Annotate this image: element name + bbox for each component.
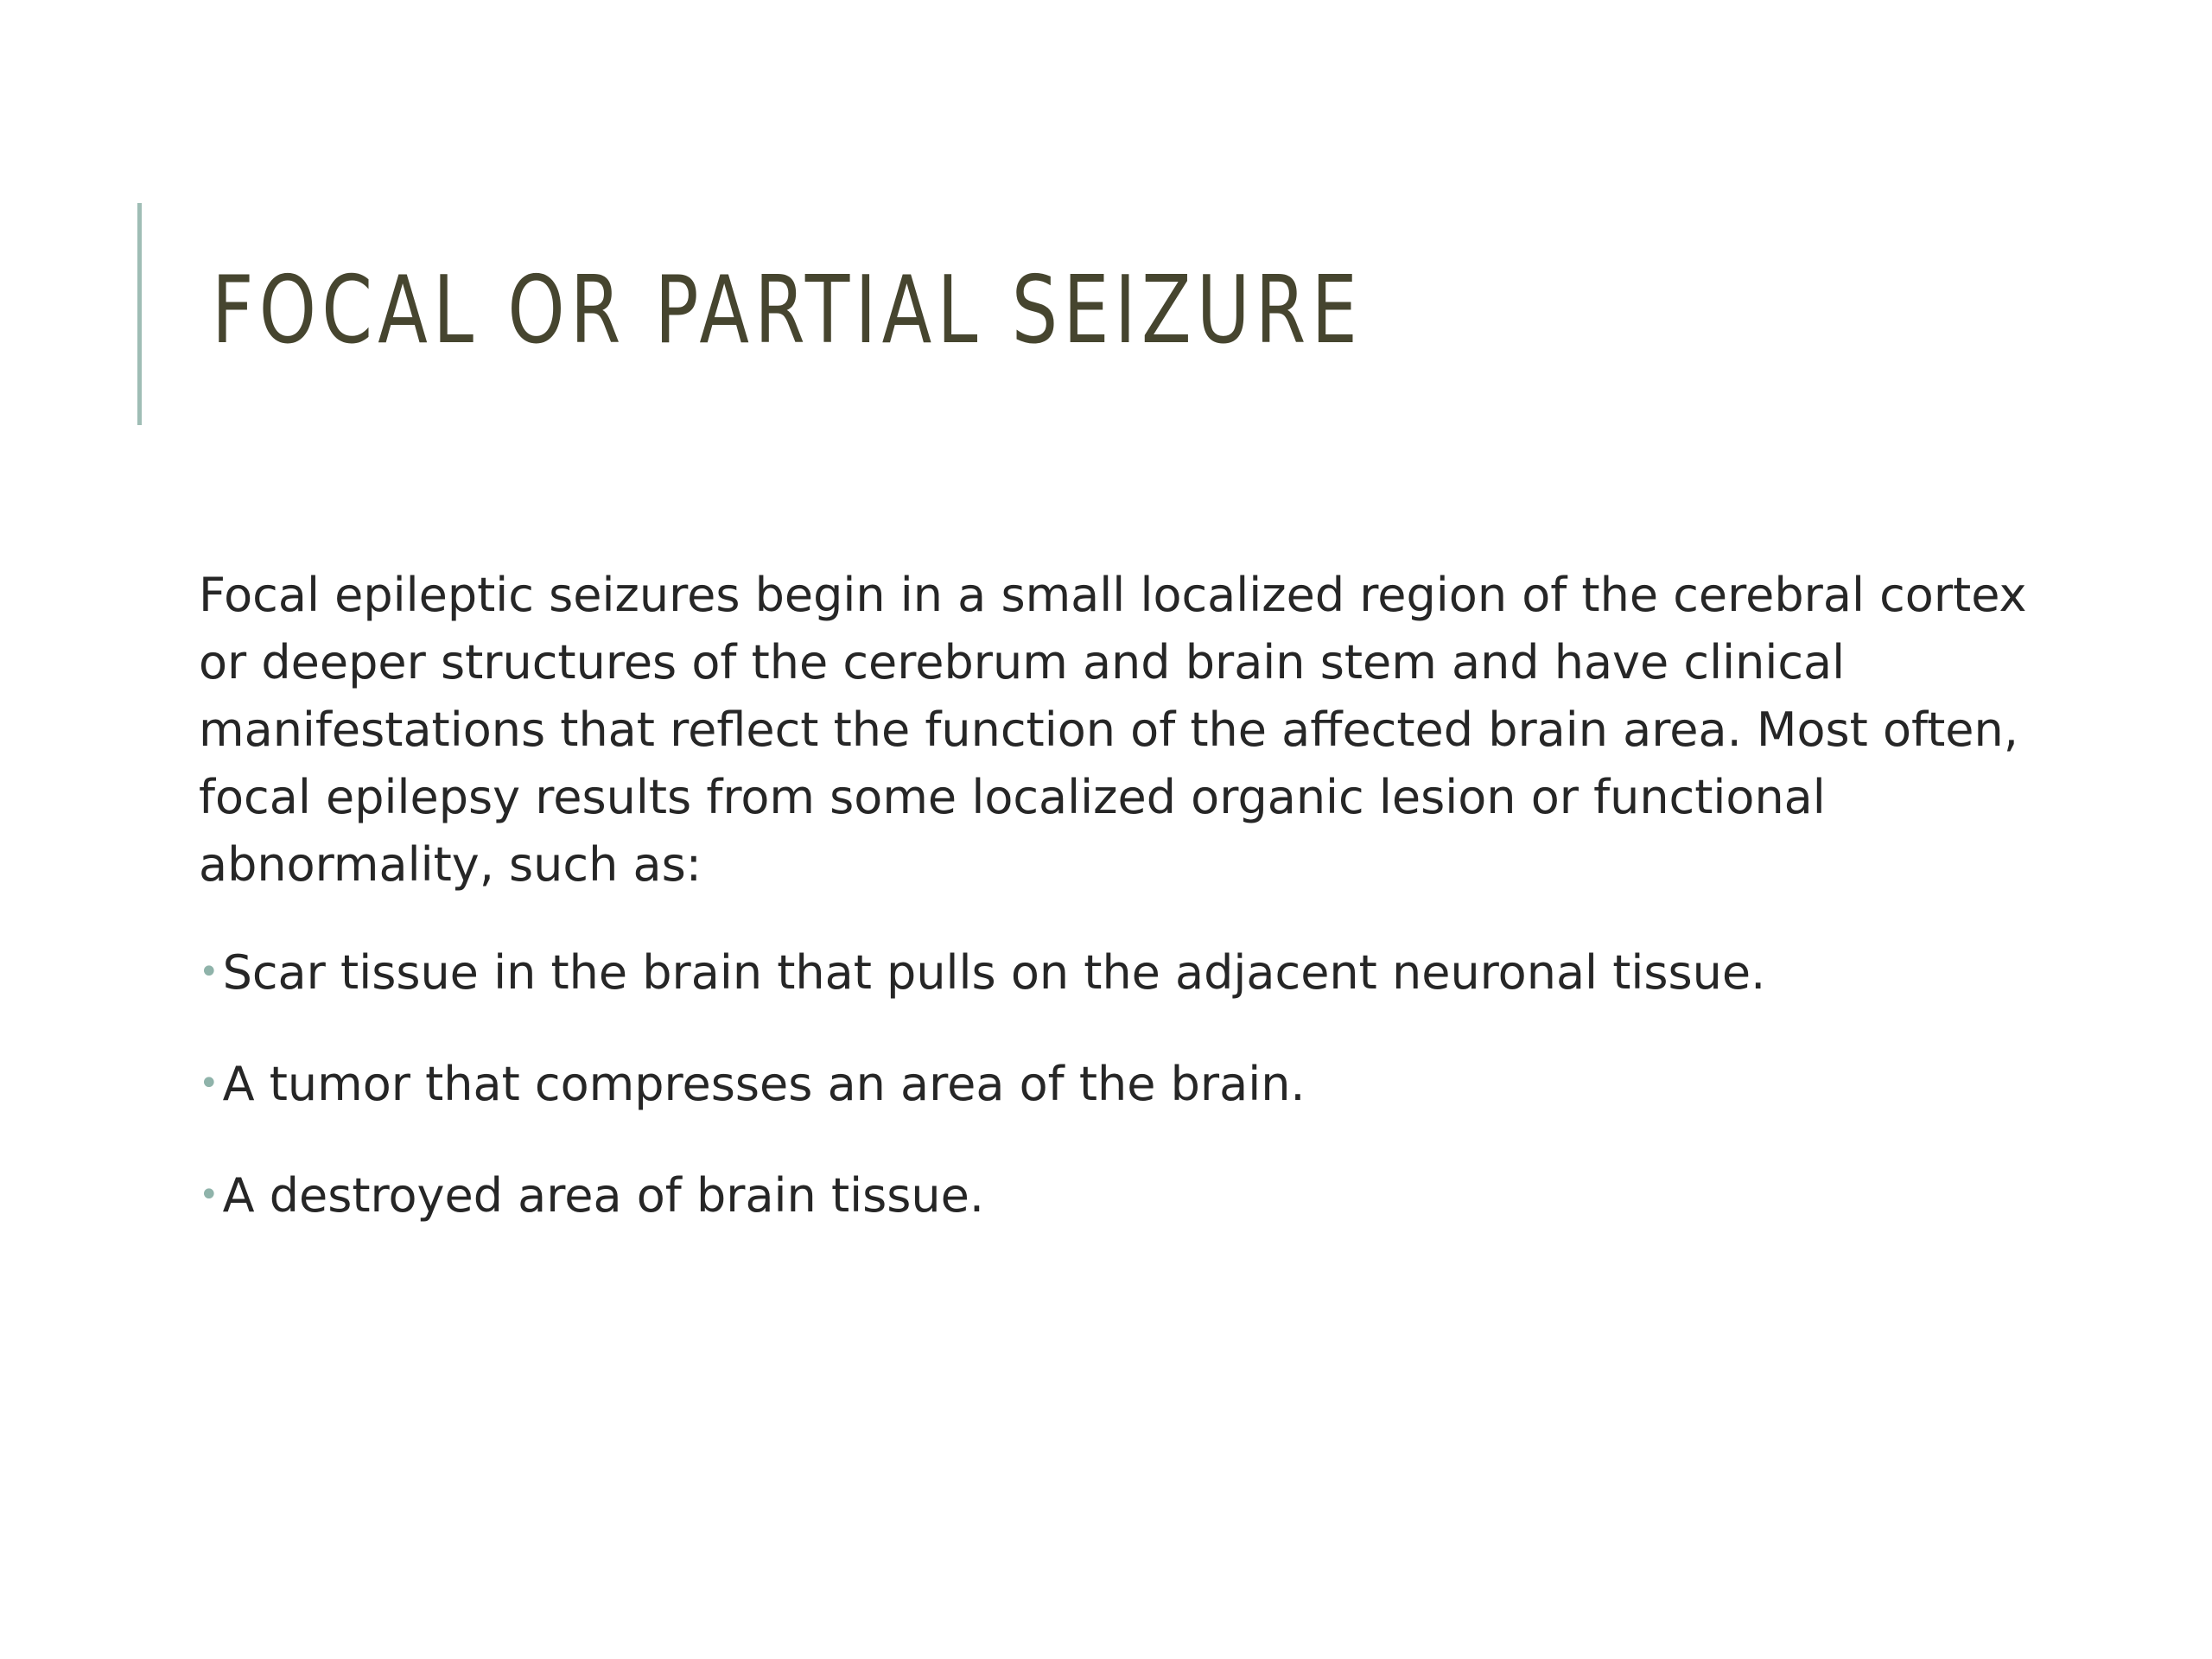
bullet-dot-icon: •: [199, 1175, 219, 1215]
bullet-text: Scar tissue in the brain that pulls on the adjacent neuronal tissue.: [222, 945, 1766, 1000]
intro-paragraph: Focal epileptic seizures begin in a small localized region of the cerebral cortex or deeper structures of the cerebrum and brain stem and have clinical manifestations that reflect the function of the affected brain area. Most often, focal epilepsy results from some localized organic lesion or functional abnormality, such as:: [199, 568, 2027, 892]
bullet-dot-icon: •: [199, 952, 219, 992]
bullet-text: A tumor that compresses an area of the brain.: [222, 1057, 1306, 1111]
bullet-item: [199, 938, 2082, 1007]
bullet-list: [199, 938, 2082, 1230]
bullet-text: A destroyed area of brain tissue.: [222, 1168, 984, 1223]
slide-body: [199, 562, 2082, 1230]
bullet-dot-icon: •: [199, 1064, 219, 1103]
slide-title: FOCAL OR PARTIAL SEIZURE: [212, 257, 1363, 365]
bullet-item: [199, 1050, 2082, 1118]
bullet-item: [199, 1161, 2082, 1230]
title-accent-bar: [137, 203, 142, 425]
